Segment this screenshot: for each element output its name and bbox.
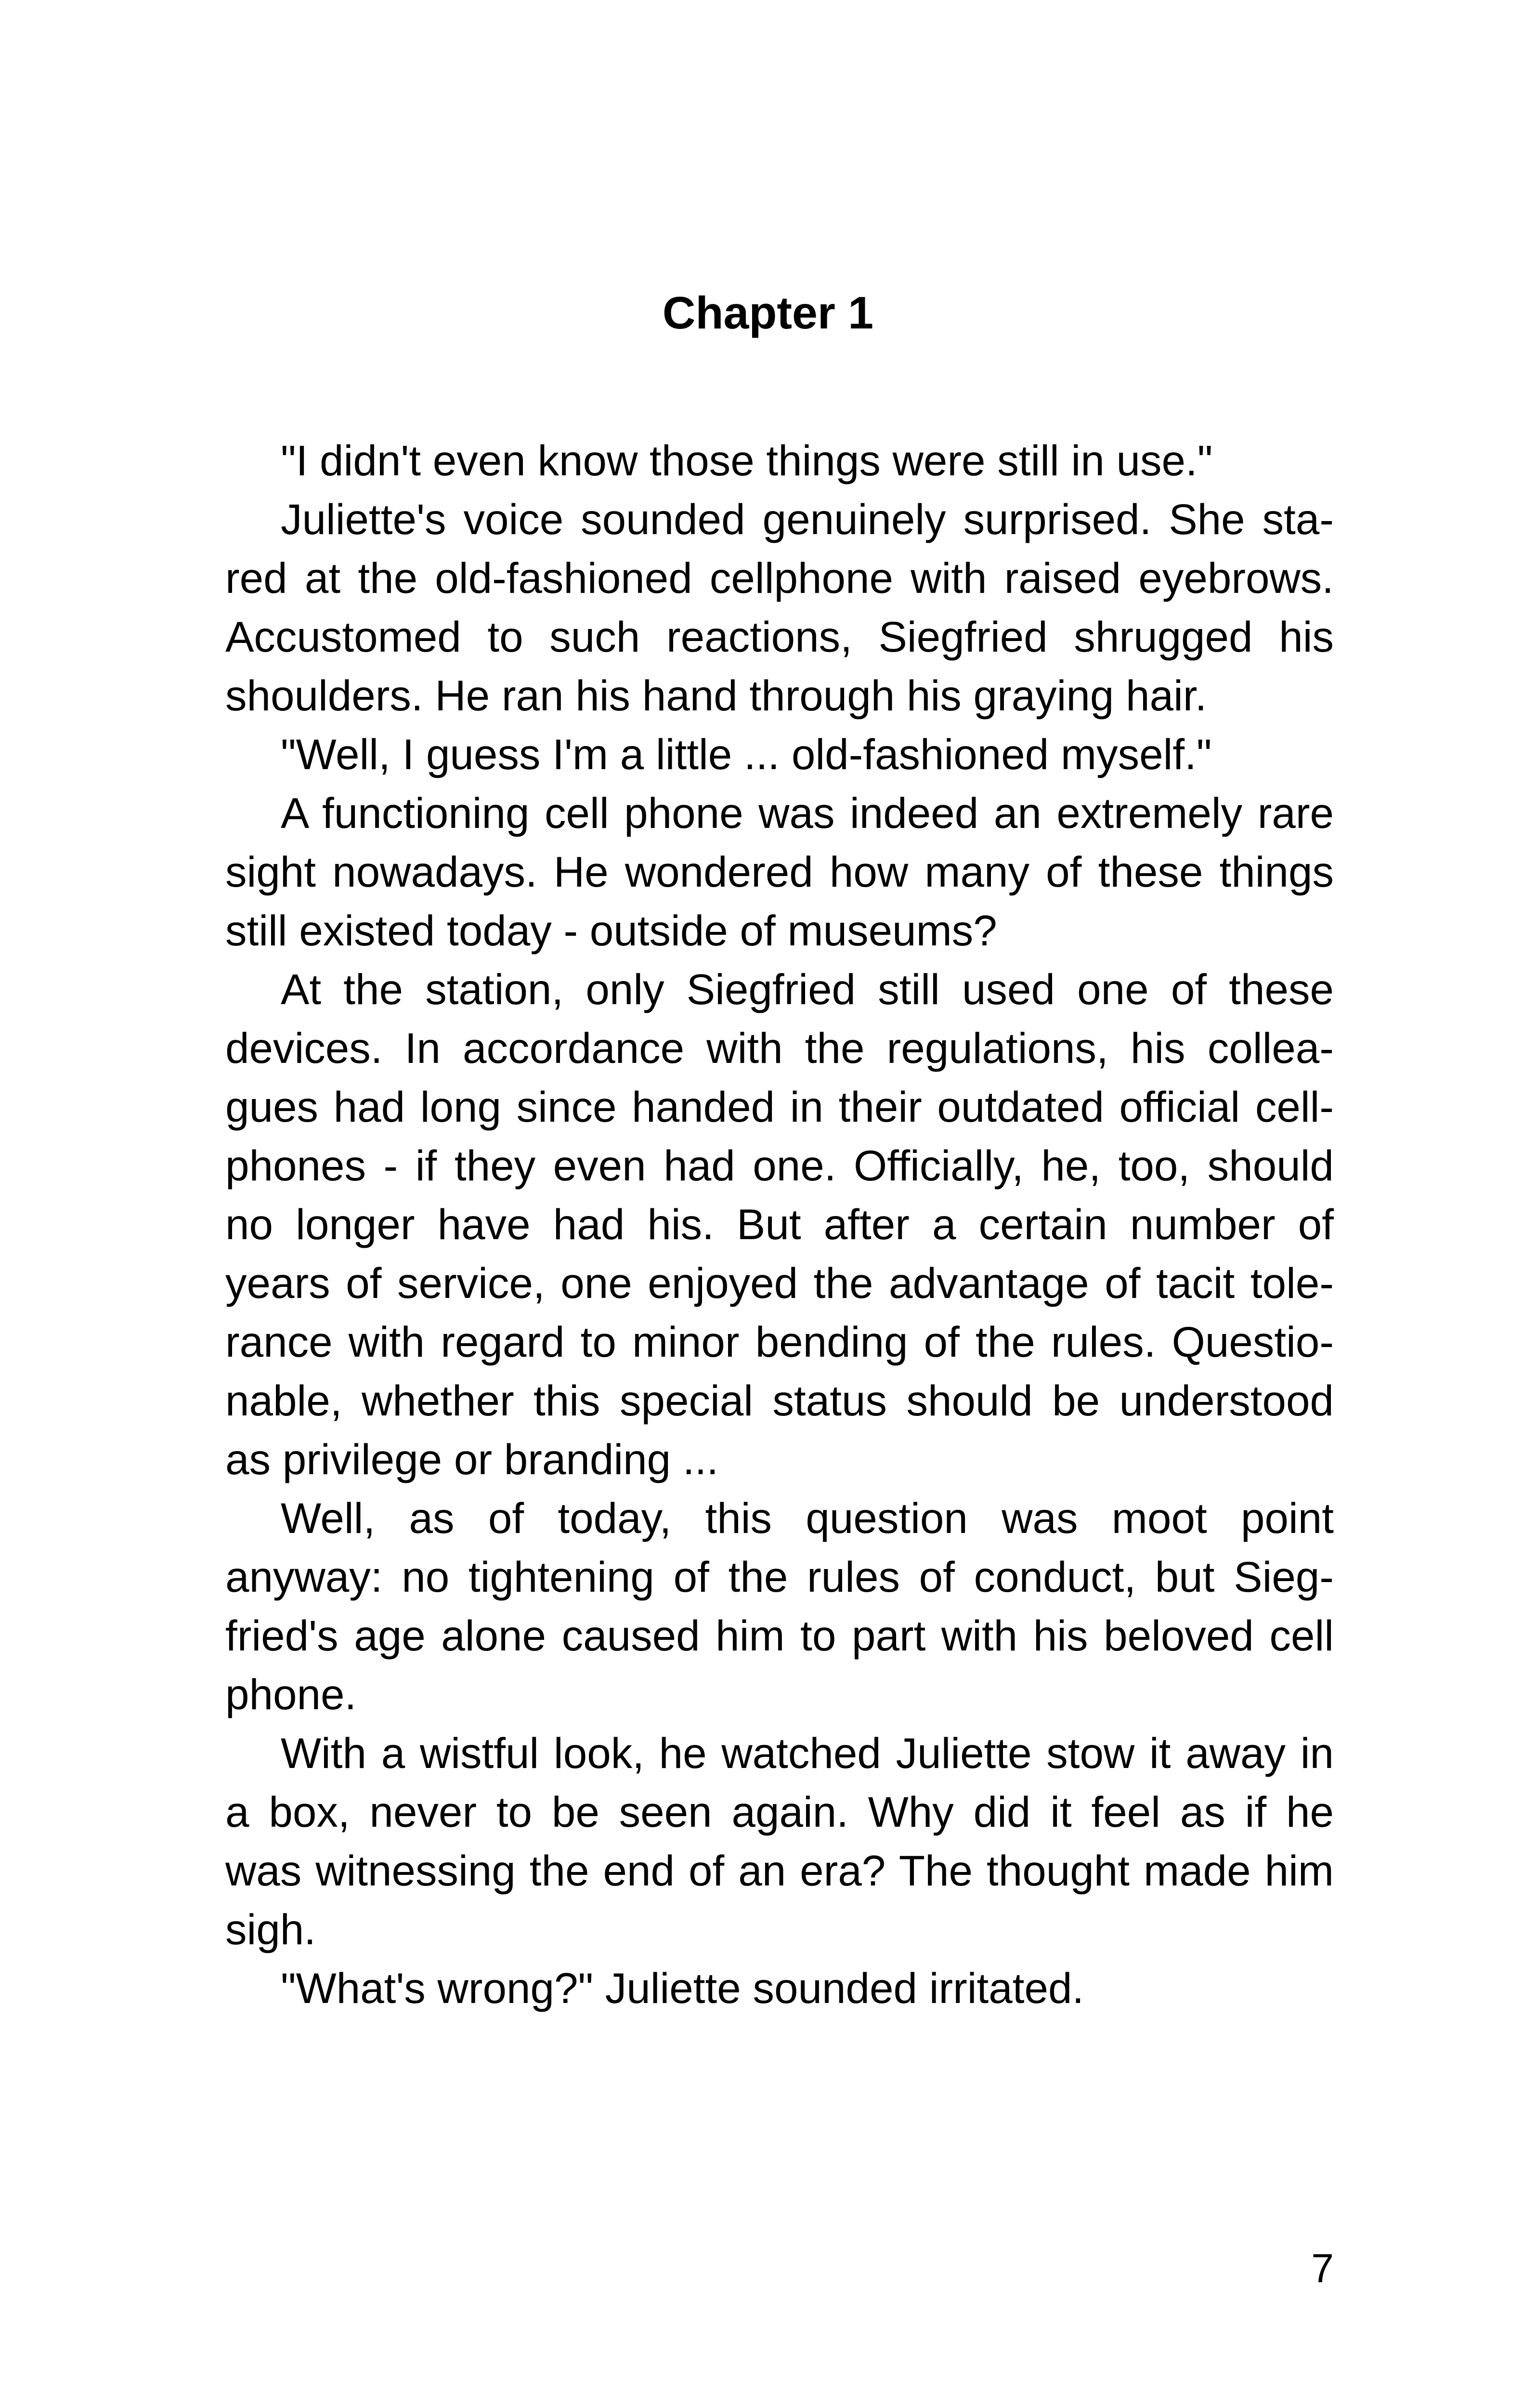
text-line: Well, as of today, this question was moot point — [281, 1494, 1334, 1542]
text-line: shoulders. He ran his hand through his graying hair. — [225, 671, 1207, 720]
text-line: nable, whether this special status should be understood — [225, 1376, 1334, 1425]
text-line: as privilege or branding ... — [225, 1435, 719, 1483]
text-line: fried's age alone caused him to part with his beloved cell — [225, 1611, 1334, 1660]
text-line: rance with regard to minor bending of the rules. Questio- — [225, 1318, 1334, 1366]
text-line: Juliette's voice sounded genuinely surprised. She sta- — [281, 495, 1334, 543]
text-line: was witnessing the end of an era? The thought made him — [225, 1846, 1334, 1895]
text-line: gues had long since handed in their outdated official cell- — [225, 1083, 1334, 1131]
text-line: "I didn't even know those things were still in use." — [281, 436, 1213, 484]
text-line: no longer have had his. But after a certain number of — [225, 1200, 1334, 1248]
page-number: 7 — [1311, 2246, 1334, 2291]
text-line: sight nowadays. He wondered how many of these things — [225, 848, 1334, 896]
text-line: "What's wrong?" Juliette sounded irritated. — [281, 1964, 1084, 2012]
text-line: a box, never to be seen again. Why did it feel as if he — [225, 1788, 1334, 1836]
text-line: With a wistful look, he watched Juliette stow it away in — [281, 1729, 1334, 1777]
text-line: sigh. — [225, 1905, 316, 1953]
text-line: phone. — [225, 1670, 357, 1718]
text-line: Accustomed to such reactions, Siegfried shrugged his — [225, 613, 1334, 661]
text-line: A functioning cell phone was indeed an extremely rare — [281, 789, 1334, 837]
text-line: years of service, one enjoyed the advantage of tacit tole- — [225, 1259, 1334, 1307]
text-line: still existed today - outside of museums? — [225, 906, 997, 955]
text-line: phones - if they even had one. Officially, he, too, should — [225, 1141, 1334, 1190]
chapter-title: Chapter 1 — [662, 288, 874, 339]
text-line: "Well, I guess I'm a little ... old-fashioned myself." — [281, 730, 1212, 778]
text-line: devices. In accordance with the regulations, his collea- — [225, 1024, 1334, 1072]
text-line: anyway: no tightening of the rules of conduct, but Sieg- — [225, 1553, 1334, 1601]
text-line: At the station, only Siegfried still used one of these — [281, 965, 1334, 1013]
text-line: red at the old-fashioned cellphone with raised eyebrows. — [225, 554, 1334, 602]
page-body-text — [225, 431, 1334, 2017]
